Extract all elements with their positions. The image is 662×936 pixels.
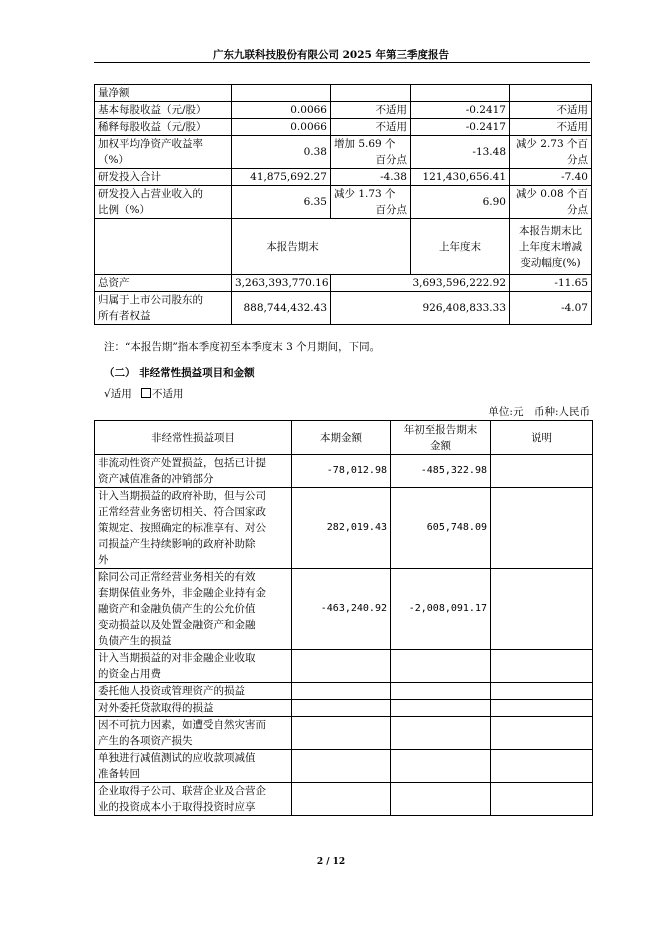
header-divider — [94, 62, 590, 63]
table-row — [95, 750, 593, 783]
table-row — [95, 700, 593, 717]
table-header-row — [95, 421, 593, 455]
table-footnote: 注：“本报告期”指本季度初至本季度末 3 个月期间，下同。 — [104, 341, 381, 353]
cell-value: -4.07 — [510, 292, 592, 325]
cell-value: -0.2417 — [411, 119, 510, 136]
page-number: 2 / 12 — [316, 857, 346, 867]
description-cell — [491, 750, 593, 783]
cell-value: 6.90 — [411, 186, 510, 219]
cell-value: 0.0066 — [232, 102, 331, 119]
current-amount — [292, 700, 391, 717]
ytd-amount — [391, 683, 491, 700]
table-row — [95, 569, 593, 650]
cell-line: 百分点 — [375, 154, 407, 166]
column-header: 说明 — [491, 421, 593, 455]
current-amount: -463,240.92 — [292, 569, 391, 650]
description-cell — [491, 650, 593, 683]
cell-value: -13.48 — [411, 136, 510, 169]
ytd-amount — [391, 650, 491, 683]
cell-value: 3,693,596,222.92 — [331, 275, 510, 292]
cell-value: 888,744,432.43 — [232, 292, 331, 325]
item-label — [95, 650, 292, 683]
cell-line: 分点 — [567, 204, 588, 216]
table-row — [95, 488, 593, 569]
cell-value — [510, 186, 592, 219]
ytd-amount: -2,008,091.17 — [391, 569, 491, 650]
table-row — [95, 455, 593, 488]
table-row — [95, 85, 592, 102]
row-label: 总资产 — [95, 275, 232, 292]
description-cell — [491, 455, 593, 488]
item-label-line: 的资金占用费 — [98, 668, 161, 680]
cell-value: -7.40 — [510, 169, 592, 186]
row-label-line: 归属于上市公司股东的 — [98, 294, 203, 306]
cell-value — [331, 136, 411, 169]
section-heading: （二） 非经常性损益项目和金额 — [104, 367, 255, 379]
row-label — [95, 292, 232, 325]
table-row — [95, 292, 592, 325]
table-row — [95, 717, 593, 750]
item-label-line: 正常经营业务密切相关、符合国家政 — [98, 506, 266, 518]
item-label-line: 因不可抗力因素，如遭受自然灾害而 — [98, 719, 266, 731]
cell-line: 减少 2.73 个百 — [515, 138, 588, 150]
unit-currency-line: 单位:元 币种:人民币 — [488, 406, 590, 418]
description-cell — [491, 783, 593, 816]
item-label-line: 计入当期损益的政府补助，但与公司 — [98, 490, 266, 502]
item-label — [95, 700, 292, 717]
row-label-line: 所有者权益 — [98, 310, 151, 322]
current-amount — [292, 717, 391, 750]
item-label — [95, 783, 292, 816]
row-label-line: 比例（%） — [98, 204, 150, 216]
ytd-amount: 605,748.09 — [391, 488, 491, 569]
item-label-line: 企业取得子公司、联营企业及合营企 — [98, 785, 266, 797]
item-label — [95, 569, 292, 650]
item-label-line: 产生的各项资产损失 — [98, 735, 193, 747]
cell-value — [510, 136, 592, 169]
item-label-line: 策规定、按照确定的标准享有、对公 — [98, 522, 266, 534]
unchecked-box-icon — [141, 388, 151, 398]
item-label — [95, 750, 292, 783]
cell-value — [331, 186, 411, 219]
table-row — [95, 102, 592, 119]
item-label — [95, 455, 292, 488]
item-label-line: 司损益产生持续影响的政府补助除 — [98, 538, 256, 550]
item-label-line: 套期保值业务外，非金融企业持有金 — [98, 587, 266, 599]
report-header-title: 广东九联科技股份有限公司 2025 年第三季度报告 — [212, 49, 450, 61]
cell-value: 121,430,656.41 — [411, 169, 510, 186]
cell-line: 减少 1.73 个 — [334, 188, 396, 200]
non-recurring-gains-table — [94, 420, 593, 816]
column-header: 本报告期末比 上年度末增减 变动幅度(%) — [510, 219, 592, 275]
not-applicable-option-label: 不适用 — [152, 388, 184, 400]
cell-value: 不适用 — [510, 119, 592, 136]
item-label-line: 外 — [98, 554, 109, 566]
item-label-line: 业的投资成本小于取得投资时应享 — [98, 801, 256, 813]
key-financial-indicators-table — [94, 84, 592, 325]
cell-line: 百分点 — [375, 204, 407, 216]
cell-value: 不适用 — [510, 102, 592, 119]
cell-value: -4.38 — [331, 169, 411, 186]
cell-value: 0.0066 — [232, 119, 331, 136]
item-label-line: 变动损益以及处置金融资产和金融 — [98, 619, 256, 631]
row-label: 量净额 — [95, 85, 232, 102]
cell-value: -11.65 — [510, 275, 592, 292]
description-cell — [491, 717, 593, 750]
row-label: 研发投入合计 — [95, 169, 232, 186]
column-header: 本期金额 — [292, 421, 391, 455]
applicable-option-label: 适用 — [110, 388, 132, 400]
item-label-line: 除同公司正常经营业务相关的有效 — [98, 571, 256, 583]
cell-line: 分点 — [567, 154, 588, 166]
cell-value: 6.35 — [232, 186, 331, 219]
table-row — [95, 186, 592, 219]
item-label-line: 对外委托贷款取得的损益 — [98, 702, 214, 714]
row-label — [95, 186, 232, 219]
item-label — [95, 717, 292, 750]
cell-value: -0.2417 — [411, 102, 510, 119]
table-row — [95, 783, 593, 816]
item-label-line: 非流动性资产处置损益，包括已计提 — [98, 457, 266, 469]
item-label — [95, 683, 292, 700]
ytd-amount: -485,322.98 — [391, 455, 491, 488]
applicability-options — [104, 386, 184, 401]
current-amount: -78,012.98 — [292, 455, 391, 488]
column-header: 非经常性损益项目 — [95, 421, 292, 455]
ytd-amount — [391, 717, 491, 750]
item-label-line: 负债产生的损益 — [98, 635, 172, 647]
current-amount: 282,019.43 — [292, 488, 391, 569]
row-label-line: （%） — [98, 154, 129, 166]
cell-value: 41,875,692.27 — [232, 169, 331, 186]
checked-mark-icon: √ — [104, 388, 111, 400]
current-amount — [292, 783, 391, 816]
ytd-amount — [391, 750, 491, 783]
table-row — [95, 136, 592, 169]
item-label-line: 委托他人投资或管理资产的损益 — [98, 685, 245, 697]
item-label-line: 准备转回 — [98, 768, 140, 780]
description-cell — [491, 569, 593, 650]
row-label-line: 研发投入占营业收入的 — [98, 188, 203, 200]
table-header-row — [95, 219, 592, 275]
column-header: 上年度末 — [411, 219, 510, 275]
row-label: 基本每股收益（元/股） — [95, 102, 232, 119]
cell-value: 926,408,833.33 — [331, 292, 510, 325]
row-label: 稀释每股收益（元/股） — [95, 119, 232, 136]
cell-value: 不适用 — [331, 119, 411, 136]
item-label-line: 计入当期损益的对非金融企业收取 — [98, 652, 256, 664]
row-label — [95, 136, 232, 169]
table-row — [95, 275, 592, 292]
description-cell — [491, 488, 593, 569]
table-row — [95, 169, 592, 186]
table-row — [95, 683, 593, 700]
cell-line: 增加 5.69 个 — [334, 138, 396, 150]
current-amount — [292, 683, 391, 700]
description-cell — [491, 700, 593, 717]
item-label-line: 资产减值准备的冲销部分 — [98, 473, 214, 485]
column-header: 年初至报告期末 金额 — [391, 421, 491, 455]
cell-value: 3,263,393,770.16 — [232, 275, 331, 292]
current-amount — [292, 750, 391, 783]
column-header: 本报告期末 — [232, 219, 411, 275]
item-label — [95, 488, 292, 569]
table-row — [95, 650, 593, 683]
item-label-line: 融资产和金融负债产生的公允价值 — [98, 603, 256, 615]
item-label-line: 单独进行减值测试的应收款项减值 — [98, 752, 256, 764]
ytd-amount — [391, 700, 491, 717]
ytd-amount — [391, 783, 491, 816]
cell-value: 不适用 — [331, 102, 411, 119]
cell-line: 减少 0.08 个百 — [515, 188, 588, 200]
table-row — [95, 119, 592, 136]
current-amount — [292, 650, 391, 683]
description-cell — [491, 683, 593, 700]
cell-value: 0.38 — [232, 136, 331, 169]
row-label-line: 加权平均净资产收益率 — [98, 138, 203, 150]
